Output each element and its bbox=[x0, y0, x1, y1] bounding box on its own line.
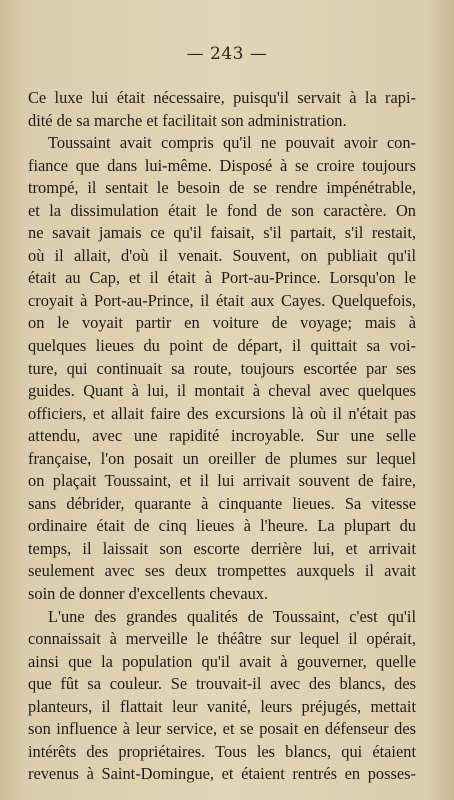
text-line: Toussaint avait compris qu'il ne pouvait avoir con- bbox=[48, 133, 416, 153]
text-line: française, l'on posait un oreiller de plumes sur lequel bbox=[28, 448, 416, 468]
text-line: et la dissimulation était le fond de son caractère. On bbox=[28, 200, 416, 220]
text-line: planteurs, il flattait leur vanité, leurs préjugés, mettait bbox=[28, 696, 416, 716]
text-line: officiers, et allait faire des excursions là où il n'était pas bbox=[28, 403, 416, 423]
text-line: ordinaire était de cinq lieues à l'heure. La plupart du bbox=[28, 516, 416, 536]
text-line: revenus à Saint-Domingue, et étaient rentrés en posses- bbox=[28, 764, 416, 784]
paragraph-2 bbox=[28, 132, 416, 605]
text-line: Ce luxe lui était nécessaire, puisqu'il servait à la rapi- bbox=[28, 88, 416, 107]
text-line: soin de donner d'excellents chevaux. bbox=[28, 584, 269, 604]
text-line: sans débrider, quarante à cinquante lieues. Sa vitesse bbox=[28, 493, 416, 513]
text-line: où il allait, d'où il venait. Souvent, on publiait qu'il bbox=[28, 245, 416, 265]
text-line: seulement avec ses deux trompettes auxquels il avait bbox=[28, 561, 416, 581]
text-line: fiance que dans lui-même. Disposé à se croire toujours bbox=[28, 155, 416, 175]
text-line: croyait à Port-au-Prince, il était aux Cayes. Quelquefois, bbox=[28, 290, 416, 310]
text-line: dité de sa marche et facilitait son administration. bbox=[28, 110, 347, 130]
text-line: L'une des grandes qualités de Toussaint, c'est qu'il bbox=[48, 606, 416, 626]
text-line: ne savait jamais ce qu'il faisait, s'il partait, s'il restait, bbox=[28, 223, 416, 243]
text-line: que fût sa couleur. Se trouvait-il avec des blancs, des bbox=[28, 674, 416, 694]
paragraph-3 bbox=[28, 606, 416, 786]
text-line: ainsi que la population qu'il avait à gouverner, quelle bbox=[28, 651, 416, 671]
page-number: — 243 — bbox=[186, 44, 268, 64]
text-line: on le voyait partir en voiture de voyage; mais à bbox=[28, 313, 416, 333]
text-line: était au Cap, et il était à Port-au-Prince. Lorsqu'on le bbox=[28, 268, 416, 288]
text-line: temps, il laissait son escorte derrière lui, et arrivait bbox=[28, 538, 416, 558]
text-line: connaissait à merveille le théâtre sur lequel il opérait, bbox=[28, 629, 416, 649]
body-text bbox=[28, 87, 416, 786]
paragraph-1 bbox=[28, 87, 416, 132]
text-line: ture, qui continuait sa route, toujours escortée par ses bbox=[28, 358, 416, 378]
text-line: trompé, il sentait le besoin de se rendre impénétrable, bbox=[28, 178, 416, 198]
text-line: guides. Quant à lui, il montait à cheval avec quelques bbox=[28, 381, 416, 401]
text-line: attendu, avec une rapidité incroyable. Sur une selle bbox=[28, 426, 416, 446]
text-line: son influence à leur service, et se posait en défenseur des bbox=[28, 719, 416, 739]
text-line: intérêts des propriétaires. Tous les blancs, qui étaient bbox=[28, 741, 416, 761]
text-line: on plaçait Toussaint, et il lui arrivait souvent de faire, bbox=[28, 471, 416, 491]
text-line: quelques lieues du point de départ, il quittait sa voi- bbox=[28, 336, 416, 356]
